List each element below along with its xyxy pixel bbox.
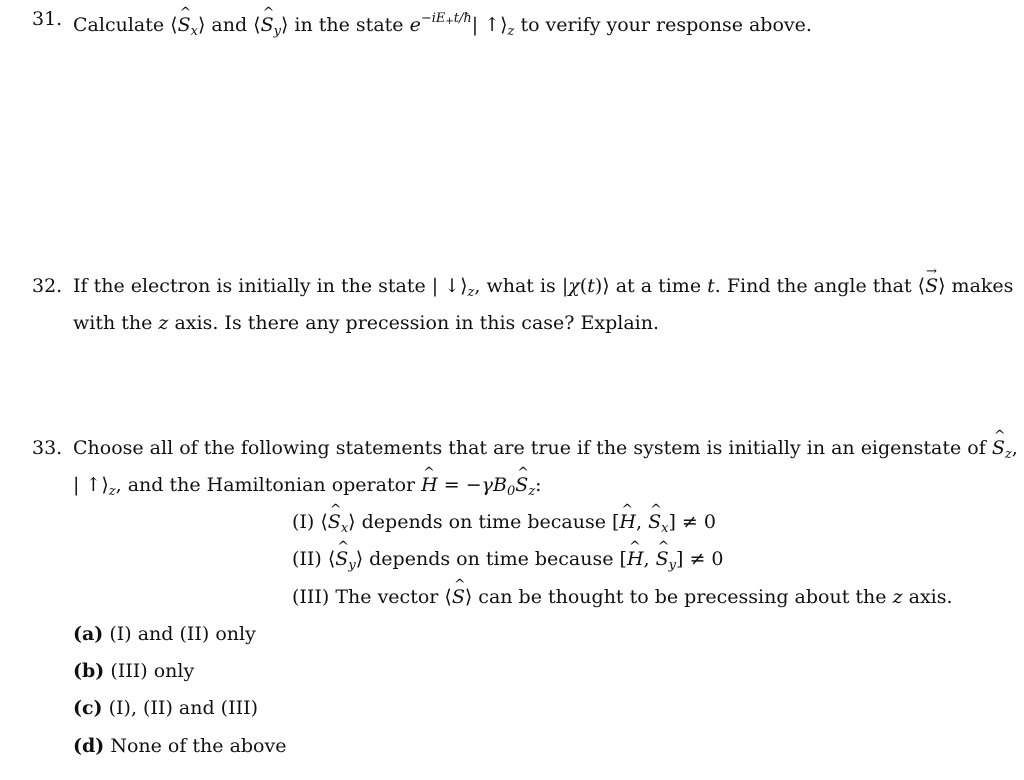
option-b-letter: (b) bbox=[73, 660, 105, 682]
statement-III-text: can be thought to be precessing about the bbox=[478, 586, 887, 608]
question-33-body-line-2: | $↑⟩_z$, and the Hamiltonian operator ^ $H = -\gamma B_0\^{}$ $S_z$: bbox=[73, 473, 542, 504]
statement-II-label: (II) bbox=[292, 548, 322, 570]
option-a-letter: (a) bbox=[73, 623, 104, 645]
q31-text-calculate: Calculate bbox=[73, 14, 165, 36]
option-d-text: None of the above bbox=[110, 735, 287, 757]
option-b-text: (III) only bbox=[110, 660, 195, 682]
question-31-number: 31. bbox=[32, 8, 63, 30]
statement-III-axis: axis. bbox=[908, 586, 953, 608]
q33-text-hamiltonian: , and the Hamiltonian operator bbox=[115, 474, 416, 496]
question-32-body-line-1: If the electron is initially in the state | $↓⟩_z$, what is |χ(t)⟩ at a time t. Find the angle that ⟨→ S⟩ makes bbox=[73, 274, 1013, 305]
option-d-body bbox=[73, 734, 286, 758]
option-c-letter: (c) bbox=[73, 697, 103, 719]
question-32-body-line-2: with the z axis. Is there any precession in this case? Explain. bbox=[73, 312, 660, 334]
option-d-letter: (d) bbox=[73, 735, 105, 757]
q31-text-and: and bbox=[211, 14, 248, 36]
statement-III-body: (III) The vector ⟨^ S⟩ can be thought to be precessing about the z axis. bbox=[292, 585, 953, 609]
q33-text-choose: Choose all of the following statements that are true if the system is initially in an eigenstate of bbox=[73, 437, 986, 459]
statement-I-body: (I) ⟨^ $S_x⟩$ depends on time because [^ H, ^ $S_x] \ne 0$ bbox=[292, 510, 716, 541]
q31-text-verify: to verify your response above. bbox=[520, 14, 812, 36]
q32-text-initial-state: If the electron is initially in the state bbox=[73, 275, 426, 297]
q32-text-makes: makes bbox=[951, 275, 1014, 297]
option-a-text: (I) and (II) only bbox=[109, 623, 256, 645]
q31-text-in-state: in the state bbox=[294, 14, 404, 36]
q32-text-what-is: , what is bbox=[474, 275, 556, 297]
option-b-body bbox=[73, 659, 194, 683]
statement-II-text: depends on time because bbox=[369, 548, 614, 570]
q32-text-find-angle: . Find the angle that bbox=[714, 275, 912, 297]
question-32-number: 32. bbox=[32, 275, 63, 297]
q32-text-precession: axis. Is there any precession in this case? Explain. bbox=[174, 312, 660, 334]
question-31-body: Calculate ⟨^ $S_x⟩$ and ⟨^ $S_y⟩$ in the state $e^{-iE+t/ħ}|$ $↑⟩_z$ to verify your response above. bbox=[73, 7, 812, 44]
option-a-body bbox=[73, 622, 256, 646]
question-33-number: 33. bbox=[32, 437, 63, 459]
option-c-text: (I), (II) and (III) bbox=[108, 697, 259, 719]
statement-I-text: depends on time because bbox=[361, 511, 606, 533]
statement-III-label: (III) The vector bbox=[292, 586, 439, 608]
statement-I-label: (I) bbox=[292, 511, 315, 533]
q32-text-at-time: at a time bbox=[615, 275, 702, 297]
question-33-body-line-1: Choose all of the following statements that are true if the system is initially in an eigenstate of ^ $S_z$, bbox=[73, 436, 1018, 467]
statement-II-body: (II) ⟨^ $S_y⟩$ depends on time because [^ H, ^ $S_y] \ne 0$ bbox=[292, 547, 724, 578]
q32-text-with-the: with the bbox=[73, 312, 153, 334]
option-c-body bbox=[73, 696, 258, 720]
